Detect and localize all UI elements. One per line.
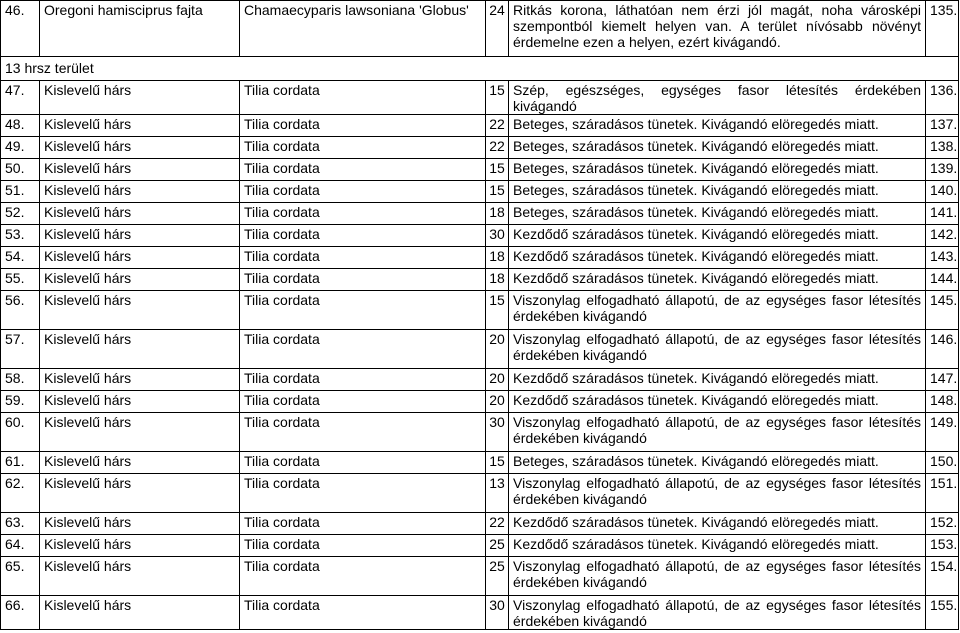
photo-number: 141. xyxy=(926,203,959,225)
hungarian-name: Kislevelű hárs xyxy=(40,413,240,452)
diameter: 22 xyxy=(486,513,509,535)
hungarian-name: Kislevelű hárs xyxy=(40,557,240,596)
photo-number: 153. xyxy=(926,535,959,557)
assessment-note: Viszonylag elfogadható állapotú, de az egységes fasor létesítés érdekében kivágandó xyxy=(509,291,926,330)
row-number: 46. xyxy=(1,1,40,57)
row-number: 63. xyxy=(1,513,40,535)
diameter: 25 xyxy=(486,535,509,557)
diameter: 15 xyxy=(486,159,509,181)
latin-name: Tilia cordata xyxy=(240,452,486,474)
assessment-note: Szép, egészséges, egységes fasor létesítés érdekében kivágandó xyxy=(509,81,926,115)
diameter: 15 xyxy=(486,181,509,203)
latin-name: Tilia cordata xyxy=(240,413,486,452)
photo-number: 154. xyxy=(926,557,959,596)
latin-name: Tilia cordata xyxy=(240,269,486,291)
table-row xyxy=(1,181,959,203)
row-number: 48. xyxy=(1,115,40,137)
photo-number: 146. xyxy=(926,330,959,369)
diameter: 24 xyxy=(486,1,509,57)
row-number: 60. xyxy=(1,413,40,452)
diameter: 15 xyxy=(486,291,509,330)
hungarian-name: Kislevelű hárs xyxy=(40,225,240,247)
diameter: 25 xyxy=(486,557,509,596)
hungarian-name: Kislevelű hárs xyxy=(40,513,240,535)
latin-name: Tilia cordata xyxy=(240,291,486,330)
photo-number: 147. xyxy=(926,369,959,391)
assessment-note: Kezdődő száradásos tünetek. Kivágandó elöregedés miatt. xyxy=(509,513,926,535)
assessment-note: Kezdődő száradásos tünetek. Kivágandó elöregedés miatt. xyxy=(509,535,926,557)
assessment-note: Beteges, száradásos tünetek. Kivágandó elöregedés miatt. xyxy=(509,181,926,203)
diameter: 30 xyxy=(486,225,509,247)
table-row xyxy=(1,452,959,474)
photo-number: 143. xyxy=(926,247,959,269)
assessment-note: Viszonylag elfogadható állapotú, de az egységes fasor létesítés érdekében kivágandó xyxy=(509,330,926,369)
table-row xyxy=(1,413,959,452)
row-number: 51. xyxy=(1,181,40,203)
table-row xyxy=(1,474,959,513)
photo-number: 142. xyxy=(926,225,959,247)
row-number: 59. xyxy=(1,391,40,413)
table-row xyxy=(1,159,959,181)
hungarian-name: Kislevelű hárs xyxy=(40,137,240,159)
hungarian-name: Oregoni hamisciprus fajta xyxy=(40,1,240,57)
photo-number: 148. xyxy=(926,391,959,413)
table-row xyxy=(1,225,959,247)
photo-number: 137. xyxy=(926,115,959,137)
diameter: 15 xyxy=(486,452,509,474)
assessment-note: Viszonylag elfogadható állapotú, de az egységes fasor létesítés érdekében kivágandó xyxy=(509,557,926,596)
photo-number: 139. xyxy=(926,159,959,181)
diameter: 20 xyxy=(486,391,509,413)
row-number: 50. xyxy=(1,159,40,181)
latin-name: Tilia cordata xyxy=(240,247,486,269)
latin-name: Tilia cordata xyxy=(240,181,486,203)
hungarian-name: Kislevelű hárs xyxy=(40,159,240,181)
assessment-note: Kezdődő száradásos tünetek. Kivágandó elöregedés miatt. xyxy=(509,247,926,269)
hungarian-name: Kislevelű hárs xyxy=(40,269,240,291)
hungarian-name: Kislevelű hárs xyxy=(40,291,240,330)
table-row xyxy=(1,513,959,535)
table-row xyxy=(1,291,959,330)
hungarian-name: Kislevelű hárs xyxy=(40,474,240,513)
photo-number: 151. xyxy=(926,474,959,513)
table-row xyxy=(1,203,959,225)
diameter: 18 xyxy=(486,269,509,291)
table-row xyxy=(1,535,959,557)
latin-name: Tilia cordata xyxy=(240,115,486,137)
photo-number: 138. xyxy=(926,137,959,159)
hungarian-name: Kislevelű hárs xyxy=(40,535,240,557)
hungarian-name: Kislevelű hárs xyxy=(40,596,240,630)
row-number: 56. xyxy=(1,291,40,330)
row-number: 61. xyxy=(1,452,40,474)
latin-name: Tilia cordata xyxy=(240,81,486,115)
table-row xyxy=(1,247,959,269)
assessment-note: Beteges, száradásos tünetek. Kivágandó elöregedés miatt. xyxy=(509,137,926,159)
assessment-note: Beteges, száradásos tünetek. Kivágandó elöregedés miatt. xyxy=(509,452,926,474)
section-heading-row xyxy=(1,57,959,81)
table-row xyxy=(1,557,959,596)
hungarian-name: Kislevelű hárs xyxy=(40,115,240,137)
latin-name: Tilia cordata xyxy=(240,330,486,369)
row-number: 54. xyxy=(1,247,40,269)
row-number: 52. xyxy=(1,203,40,225)
assessment-note: Beteges, száradásos tünetek. Kivágandó elöregedés miatt. xyxy=(509,159,926,181)
assessment-note: Viszonylag elfogadható állapotú, de az egységes fasor létesítés érdekében kivágandó xyxy=(509,474,926,513)
assessment-note: Viszonylag elfogadható állapotú, de az egységes fasor létesítés érdekében kivágandó xyxy=(509,596,926,630)
latin-name: Tilia cordata xyxy=(240,225,486,247)
hungarian-name: Kislevelű hárs xyxy=(40,330,240,369)
assessment-note: Beteges, száradásos tünetek. Kivágandó elöregedés miatt. xyxy=(509,115,926,137)
assessment-note: Kezdődő száradásos tünetek. Kivágandó elöregedés miatt. xyxy=(509,225,926,247)
table-row xyxy=(1,81,959,115)
photo-number: 144. xyxy=(926,269,959,291)
row-number: 58. xyxy=(1,369,40,391)
photo-number: 135. xyxy=(926,1,959,57)
diameter: 18 xyxy=(486,247,509,269)
hungarian-name: Kislevelű hárs xyxy=(40,81,240,115)
latin-name: Tilia cordata xyxy=(240,596,486,630)
photo-number: 140. xyxy=(926,181,959,203)
diameter: 22 xyxy=(486,137,509,159)
latin-name: Chamaecyparis lawsoniana 'Globus' xyxy=(240,1,486,57)
photo-number: 145. xyxy=(926,291,959,330)
hungarian-name: Kislevelű hárs xyxy=(40,247,240,269)
assessment-note: Kezdődő száradásos tünetek. Kivágandó elöregedés miatt. xyxy=(509,269,926,291)
diameter: 20 xyxy=(486,330,509,369)
diameter: 22 xyxy=(486,115,509,137)
row-number: 53. xyxy=(1,225,40,247)
photo-number: 136. xyxy=(926,81,959,115)
latin-name: Tilia cordata xyxy=(240,474,486,513)
table-row xyxy=(1,330,959,369)
table-row xyxy=(1,269,959,291)
section-heading: 13 hrsz terület xyxy=(1,57,959,81)
assessment-note: Kezdődő száradásos tünetek. Kivágandó elöregedés miatt. xyxy=(509,369,926,391)
hungarian-name: Kislevelű hárs xyxy=(40,203,240,225)
table-row xyxy=(1,115,959,137)
table-row xyxy=(1,596,959,630)
latin-name: Tilia cordata xyxy=(240,203,486,225)
assessment-note: Beteges, száradásos tünetek. Kivágandó elöregedés miatt. xyxy=(509,203,926,225)
row-number: 49. xyxy=(1,137,40,159)
hungarian-name: Kislevelű hárs xyxy=(40,391,240,413)
diameter: 30 xyxy=(486,596,509,630)
table-row xyxy=(1,391,959,413)
row-number: 57. xyxy=(1,330,40,369)
photo-number: 149. xyxy=(926,413,959,452)
diameter: 18 xyxy=(486,203,509,225)
table-row xyxy=(1,1,959,57)
table-row xyxy=(1,137,959,159)
latin-name: Tilia cordata xyxy=(240,391,486,413)
table-row xyxy=(1,369,959,391)
photo-number: 152. xyxy=(926,513,959,535)
diameter: 15 xyxy=(486,81,509,115)
diameter: 30 xyxy=(486,413,509,452)
row-number: 64. xyxy=(1,535,40,557)
diameter: 20 xyxy=(486,369,509,391)
diameter: 13 xyxy=(486,474,509,513)
assessment-note: Ritkás korona, láthatóan nem érzi jól magát, noha városképi szempontból kiemelt helyen van. A terület nívósabb növényt érdemelne ezen a helyen, ezért kivágandó. xyxy=(509,1,926,57)
row-number: 66. xyxy=(1,596,40,630)
row-number: 62. xyxy=(1,474,40,513)
row-number: 65. xyxy=(1,557,40,596)
assessment-note: Viszonylag elfogadható állapotú, de az egységes fasor létesítés érdekében kivágandó xyxy=(509,413,926,452)
latin-name: Tilia cordata xyxy=(240,369,486,391)
photo-number: 150. xyxy=(926,452,959,474)
row-number: 47. xyxy=(1,81,40,115)
latin-name: Tilia cordata xyxy=(240,535,486,557)
latin-name: Tilia cordata xyxy=(240,137,486,159)
assessment-note: Kezdődő száradásos tünetek. Kivágandó elöregedés miatt. xyxy=(509,391,926,413)
latin-name: Tilia cordata xyxy=(240,557,486,596)
latin-name: Tilia cordata xyxy=(240,159,486,181)
latin-name: Tilia cordata xyxy=(240,513,486,535)
photo-number: 155. xyxy=(926,596,959,630)
hungarian-name: Kislevelű hárs xyxy=(40,369,240,391)
hungarian-name: Kislevelű hárs xyxy=(40,181,240,203)
row-number: 55. xyxy=(1,269,40,291)
hungarian-name: Kislevelű hárs xyxy=(40,452,240,474)
